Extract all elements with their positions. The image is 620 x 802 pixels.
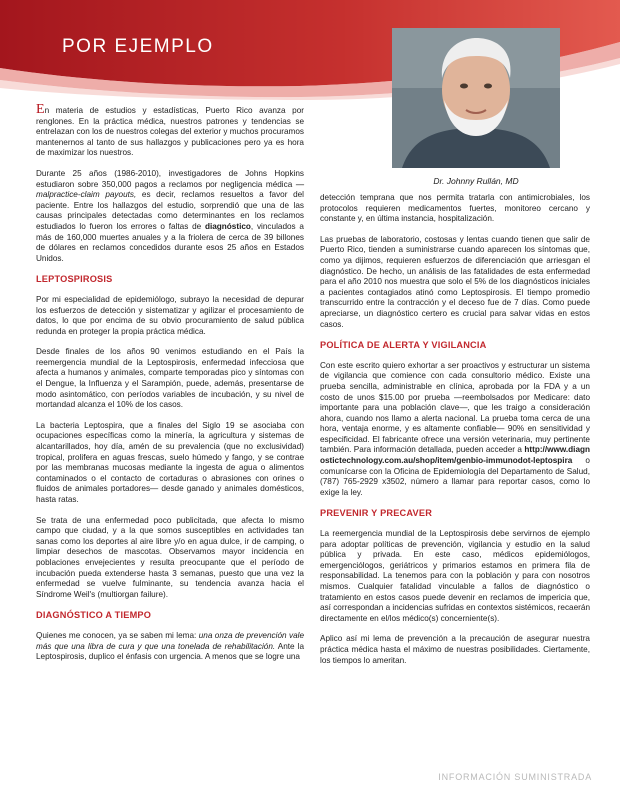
left-column [36, 102, 304, 673]
paragraph: Aplico así mi lema de prevención a la precaución de asegurar nuestra práctica médica hasta el máximo de nuestras posibilidades. Ciertamente, los tiempos lo ameritan. [320, 634, 590, 665]
paragraph: La reemergencia mundial de la Leptospirosis debe servirnos de ejemplo para adoptar políticas de prevención, vigilancia y estudio en la salud pública y privada. En este caso, médicos epidemiólogos, emergenciólogos, geriátricos y primarios estamos en primera fila de responsabilidad. La tenemos para con la población y para con nosotros mismos. Cualquier fatalidad vinculable a fallos de diagnóstico o tratamiento en estos casos puede devenir en reclamos de impericia que, así correspondan a incidencias sufridas en contextos sistémicos, recaerán directamente en el/los médico(s) concerniente(s). [320, 529, 590, 623]
paragraph: detección temprana que nos permita tratarla con antimicrobiales, los protocolos requieren medicamentos fuertes, monitoreo cercano y constante y, en última instancia, hospitalización. [320, 193, 590, 224]
paragraph: Durante 25 años (1986-2010), investigadores de Johns Hopkins estudiaron sobre 350,000 pagos a reclamos por negligencia médica —malpractice-claim payouts, es decir, reclamos resueltos a favor del paciente. Entre los hallazgos del estudio, sorprendió que una de las causas principales detectadas como determinantes en los reclamos estudiados lo fueron los errores o faltas de diagnóstico, vinculados a más de 160,000 muertes anuales y a la friolera de cerca de 39 billones de dólares en reclamos concedidos durante esos 25 años en Estados Unidos. [36, 168, 304, 263]
paragraph: Con este escrito quiero exhortar a ser proactivos y estructurar un sistema de vigilancia que comience con cada consultorio médico. Existe una prueba sencilla, administrable en clínica, aprobada por la FDA y a un costo de unos $15.00 por prueba —reembolsados por Medicare: dato importante para una población clave—, que les traigo a consideración ahora, cuando nos llamo a alerta nacional. La prueba toma cerca de una hora, ventaja enorme, y es altamente confiable— 90% en sensitividad y especificidad. El fabricante ofrece una versión veterinaria, muy pertinente también. Para información detallada, pueden acceder a http://www.diagnostictechnology.com.au/shop/item/genbio-immunodot-leptospira o comunícarse con la Oficina de Epidemiología del Departamento de Salud, (787) 765-2929 x3502, número a llamar para reportar casos, como lo exige la ley. [320, 360, 590, 497]
paragraph: Desde finales de los años 90 venimos estudiando en el País la reemergencia mundial de la Leptospirosis, enfermedad infecciosa que afecta a humanos y animales, comparte temporadas pico y síntomas con el Dengue, la Influenza y el Sarampión, puede, además, presentarse de modo asintomático, con períodos variables de incubación, y su nivel de mortandad alcanza el 10% de los casos. [36, 347, 304, 410]
page-title: POR EJEMPLO [62, 36, 214, 57]
reference-link[interactable]: http://www.diagnostictechnology.com.au/shop/item/genbio-immunodot-leptospira [320, 445, 590, 466]
paragraph: La bacteria Leptospira, que a finales del Siglo 19 se asociaba con ocupaciones específicas como la minería, la agricultura y sistemas de alcantarillados, hoy día, amén de su prevalencia (que no exclusividad) tropical, prolifera en aguas frescas, suelo húmedo y fango, y se contrae por las membranas mucosas mediante la ingesta de agua o alimentos contaminados o el contacto de cortaduras o abrasiones con orines o fluidos de animales portadores— desde ganado y animales domésticos, hasta ratas. [36, 420, 304, 504]
drop-cap: E [36, 102, 45, 117]
section-heading-leptospirosis: LEPTOSPIROSIS [36, 274, 113, 285]
photo-caption: Dr. Johnny Rullán, MD [433, 176, 519, 186]
section-heading-prevenir: PREVENIR Y PRECAVER [320, 508, 433, 519]
section-heading-politica: POLÍTICA DE ALERTA Y VIGILANCIA [320, 340, 487, 351]
footer-credit: INFORMACIÓN SUMINISTRADA [438, 772, 592, 782]
intro-paragraph: En materia de estudios y estadísticas, Puerto Rico avanza por renglones. En la práctica médica, nuestros patrones y tendencias se entrelazan con los de nuestros colegas del exterior y muchos procuramos mantenernos al tanto de sus hallazgos y publicaciones pero ya es hora de maximizar los nuestros. [36, 102, 304, 158]
author-photo [392, 28, 560, 168]
paragraph: Por mi especialidad de epidemiólogo, subrayo la necesidad de depurar los esfuerzos de detección y sistematizar y agilizar el procesamiento de datos, lo que por encima de su obvio procuramiento de salud pública redunda en proteger la propia práctica médica. [36, 294, 304, 336]
section-heading-diagnostico: DIAGNÓSTICO A TIEMPO [36, 610, 152, 621]
paragraph: Las pruebas de laboratorio, costosas y lentas cuando tienen que salir de Puerto Rico, tienden a suministrarse cuando aparecen los síntomas que, como ya dijimos, requieren esfuerzos de diferenciación que arriesgan el diagnóstico. De hecho, un análisis de las fatalidades de esta enfermedad para el año 2010 nos muestra que solo el 5% de los diagnósticos iniciales a pacientes contagiados atinó como Leptospirosis. El tiempo promedio transcurrido entre la contracción y el deceso fue de 7 días. Como puede apreciarse, un diagnóstico certero es crucial para salvar vidas en estos casos. [320, 234, 590, 329]
paragraph: Quienes me conocen, ya se saben mi lema: una onza de prevención vale más que una libra de cura y que una tonelada de rehabilitación. Ante la Leptospirosis, duplico el énfasis con urgencia. A menos que se logre una [36, 630, 304, 662]
paragraph: Se trata de una enfermedad poco publicitada, que afecta lo mismo campo que ciudad, y a la que somos susceptibles en actividades tan sanas como los deportes al aire libre y/o en agua dulce, ir de camping, o limpiar desechos de mascotas. Observamos mayor incidencia en poblaciones envejecientes y resulta preocupante que el período de incubación pueda extenderse hasta 3 semanas, puesto que una vez la enfermedad se vuelve fulminante, su tendencia avanza hacia el Síndrome Weil's (multiorgan failure). [36, 515, 304, 599]
right-column [320, 193, 590, 676]
